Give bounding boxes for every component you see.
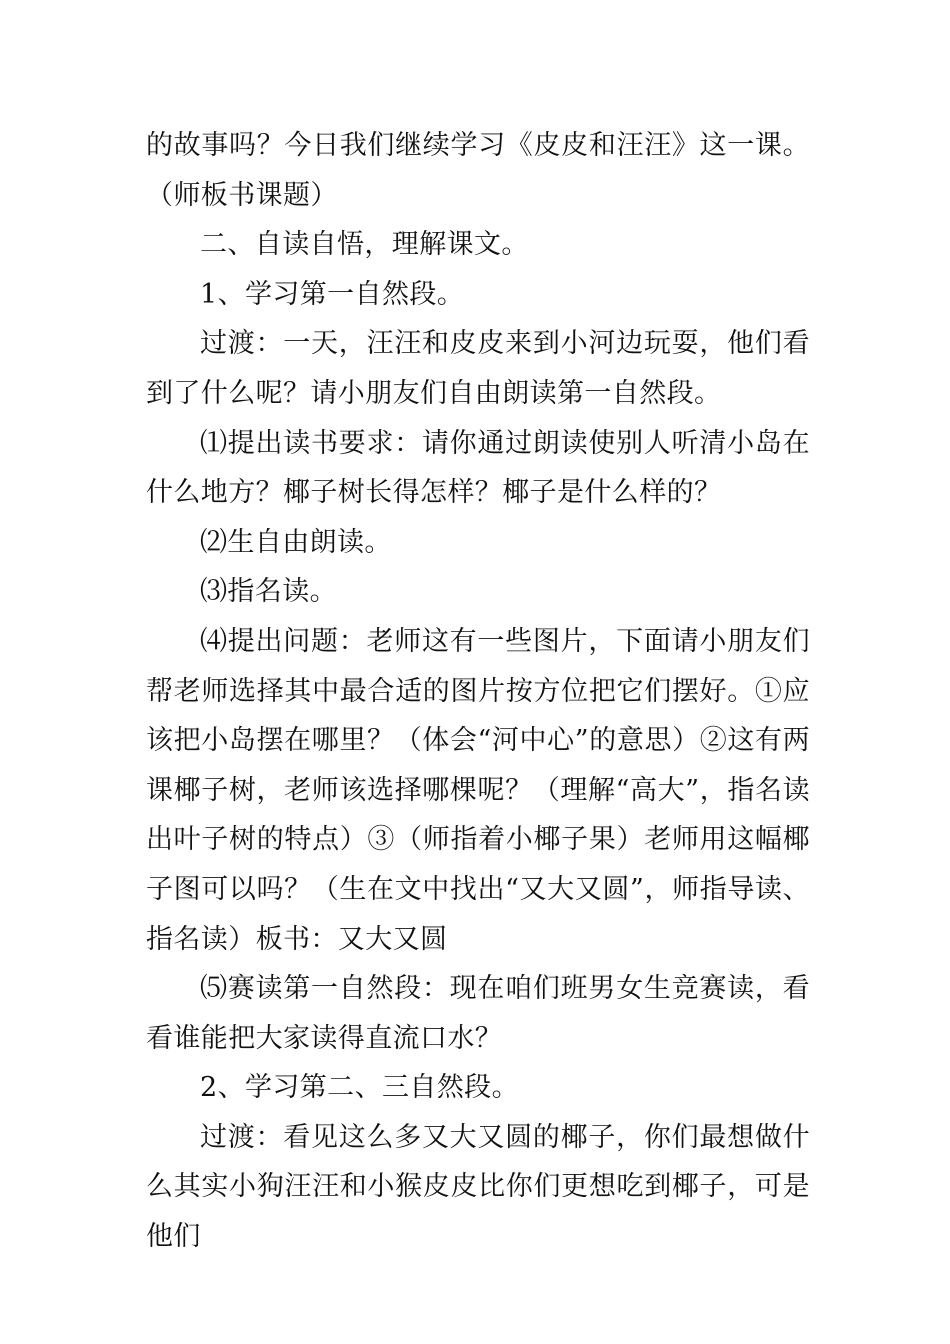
paragraph-step-4: ⑷提出问题：老师这有一些图片，下面请小朋友们帮老师选择其中最合适的图片按方位把它们摆好。①应该把小岛摆在哪里？（体会“河中心”的意思）②这有两课椰子树，老师该选择哪棵呢？（理解“高大”，指名读出叶子树的特点）③（师指着小椰子果）老师用这幅椰子图可以吗？（生在文中找出“又大又圆”，师指导读、指名读）板书：又大又圆: [146, 625, 810, 955]
paragraph-step-2: ⑵生自由朗读。: [200, 526, 392, 558]
paragraph-step-1: ⑴提出读书要求：请你通过朗读使别人听清小岛在什么地方？椰子树长得怎样？椰子是什么样的？: [146, 427, 810, 509]
subsection-heading-paragraphs-two-three: 2、学习第二、三自然段。: [200, 1072, 519, 1104]
paragraph-continuation: 的故事吗？今日我们继续学习《皮皮和汪汪》这一课。（师板书课题）: [146, 130, 810, 211]
subsection-heading-paragraph-one: 1、学习第一自然段。: [200, 278, 465, 310]
paragraph-step-3: ⑶指名读。: [200, 576, 337, 608]
document-body: [146, 121, 810, 1262]
paragraph-transition-two: 过渡：看见这么多又大又圆的椰子，你们最想做什么其实小狗汪汪和小猴皮皮比你们更想吃到椰子，可是他们: [146, 1121, 810, 1253]
paragraph-transition-one: 过渡：一天，汪汪和皮皮来到小河边玩耍，他们看到了什么呢？请小朋友们自由朗读第一自然段。: [146, 328, 810, 409]
section-heading-self-reading: 二、自读自悟，理解课文。: [200, 229, 529, 261]
paragraph-step-5: ⑸赛读第一自然段：现在咱们班男女生竞赛读，看看谁能把大家读得直流口水？: [146, 973, 810, 1054]
